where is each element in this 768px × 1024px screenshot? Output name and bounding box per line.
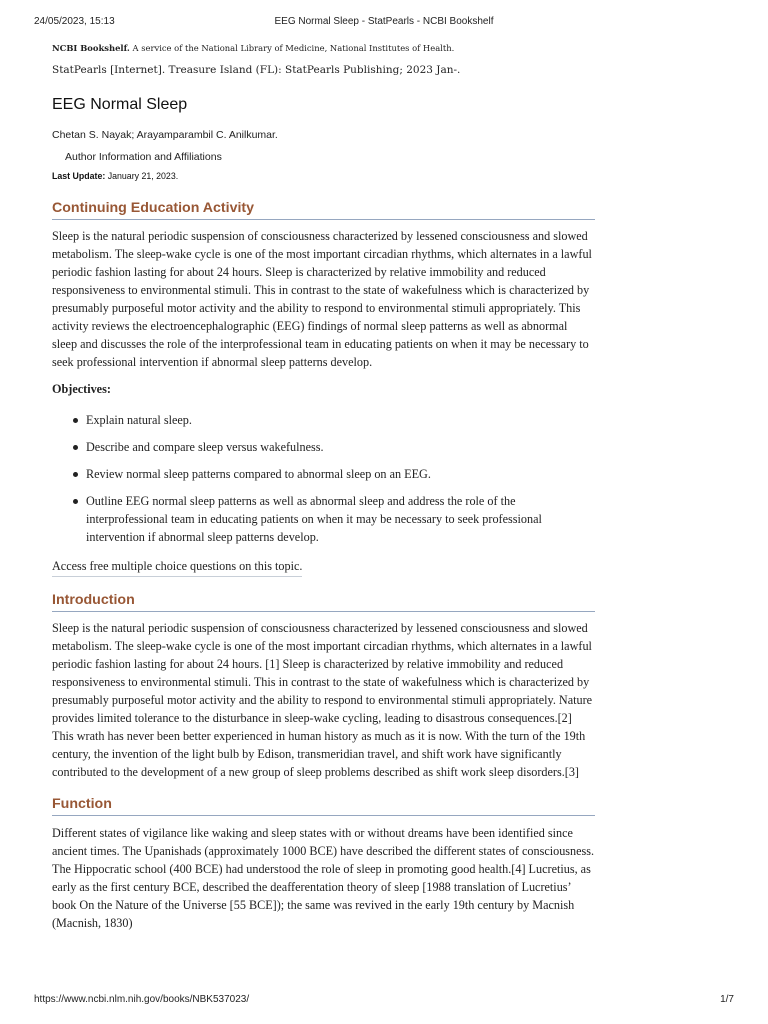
introduction-heading: Introduction <box>52 591 595 612</box>
objectives-list <box>52 411 595 546</box>
bullet-icon <box>73 472 78 477</box>
objectives-title: Objectives: <box>52 382 111 396</box>
print-footer <box>34 994 734 1008</box>
print-url[interactable]: https://www.ncbi.nlm.nih.gov/books/NBK537023/ <box>34 994 250 1005</box>
authors[interactable]: Chetan S. Nayak; Arayamparambil C. Anilkumar. <box>52 129 278 141</box>
print-page-title: EEG Normal Sleep - StatPearls - NCBI Bookshelf <box>274 16 494 27</box>
function-paragraph: Different states of vigilance like waking and sleep states with or without dreams have been identified since ancient times. The Upanishads (approximately 1000 BCE) have described the different states of consciousness. The Hippocratic school (400 BCE) had understood the role of sleep in promoting good health.[4] Lucretius, as early as the first century BCE, described the deafferentation theory of sleep [1988 translation of Lucretius’ book On the Nature of the Universe [55 BCE]); the same was revived in the early 19th century by Macnish (Macnish, 1830) <box>52 826 595 930</box>
function-section <box>52 795 595 932</box>
objective-item: Outline EEG normal sleep patterns as well as abnormal sleep and address the role of the interprofessional team in educating patients on when it may be necessary to seek professional intervention if abnormal sleep patterns develop. <box>52 492 595 546</box>
page-title: EEG Normal Sleep <box>52 96 188 113</box>
affiliations-link[interactable]: Author Information and Affiliations <box>65 151 222 163</box>
bookshelf-banner <box>52 42 595 54</box>
introduction-paragraph: Sleep is the natural periodic suspension of consciousness characterized by lessened consciousness and slowed metabolism. The sleep-wake cycle is one of the most important circadian rhythms, which alternates in a lawful periodic fashion lasting for about 24 hours. [1] Sleep is characterized by relative immobility and reduced responsiveness to environmental stimuli. This in contrast to the state of wakefulness which is characterized by presumably purposeful motor activity and the ability to respond to environmental stimuli appropriately. Nature provides limited tolerance to the disturbance in sleep-wake cycling, leading to disastrous consequences.[2] This wrath has never been better experienced in human history as much as it is now. With the turn of the 19th century, the invention of the light bulb by Edison, transmeridian travel, and shift work have significantly contributed to the development of a new group of sleep problems described as shift work sleep disorders.[3] <box>52 621 593 779</box>
introduction-section <box>52 591 595 781</box>
function-heading: Function <box>52 795 595 816</box>
article-content <box>52 42 595 932</box>
bookshelf-service-text: A service of the National Library of Medicine, National Institutes of Health. <box>129 43 455 53</box>
cme-paragraph: Sleep is the natural periodic suspension of consciousness characterized by lessened consciousness and slowed metabolism. The sleep-wake cycle is one of the most important circadian rhythms, which alternates in a lawful periodic fashion lasting for about 24 hours. Sleep is characterized by relative immobility and reduced responsiveness to environmental stimuli. This in contrast to the state of wakefulness which is characterized by presumably purposeful motor activity and the ability to respond to environmental stimuli appropriately. This activity reviews the electroencephalographic (EEG) findings of normal sleep patterns as well as abnormal sleep and discusses the role of the interprofessional team in educating patients on when it may be necessary to seek professional intervention if abnormal sleep patterns develop. <box>52 229 592 369</box>
bullet-icon <box>73 418 78 423</box>
mcq-access-link[interactable]: Access free multiple choice questions on this topic. <box>52 557 302 577</box>
print-page-number: 1/7 <box>720 994 734 1005</box>
objective-item: Describe and compare sleep versus wakefulness. <box>52 438 595 456</box>
last-update-value: January 21, 2023. <box>105 171 179 181</box>
print-timestamp: 24/05/2023, 15:13 <box>34 16 115 27</box>
objective-item: Explain natural sleep. <box>52 411 595 429</box>
bookshelf-brand[interactable]: NCBI Bookshelf. <box>52 43 130 53</box>
bullet-icon <box>73 499 78 504</box>
bullet-icon <box>73 445 78 450</box>
objective-item: Review normal sleep patterns compared to abnormal sleep on an EEG. <box>52 465 595 483</box>
citation: StatPearls [Internet]. Treasure Island (FL): StatPearls Publishing; 2023 Jan-. <box>52 64 461 76</box>
last-update <box>52 170 595 182</box>
print-header <box>34 16 734 30</box>
last-update-label: Last Update: <box>52 171 106 181</box>
cme-heading: Continuing Education Activity <box>52 199 595 220</box>
cme-section <box>52 199 595 577</box>
